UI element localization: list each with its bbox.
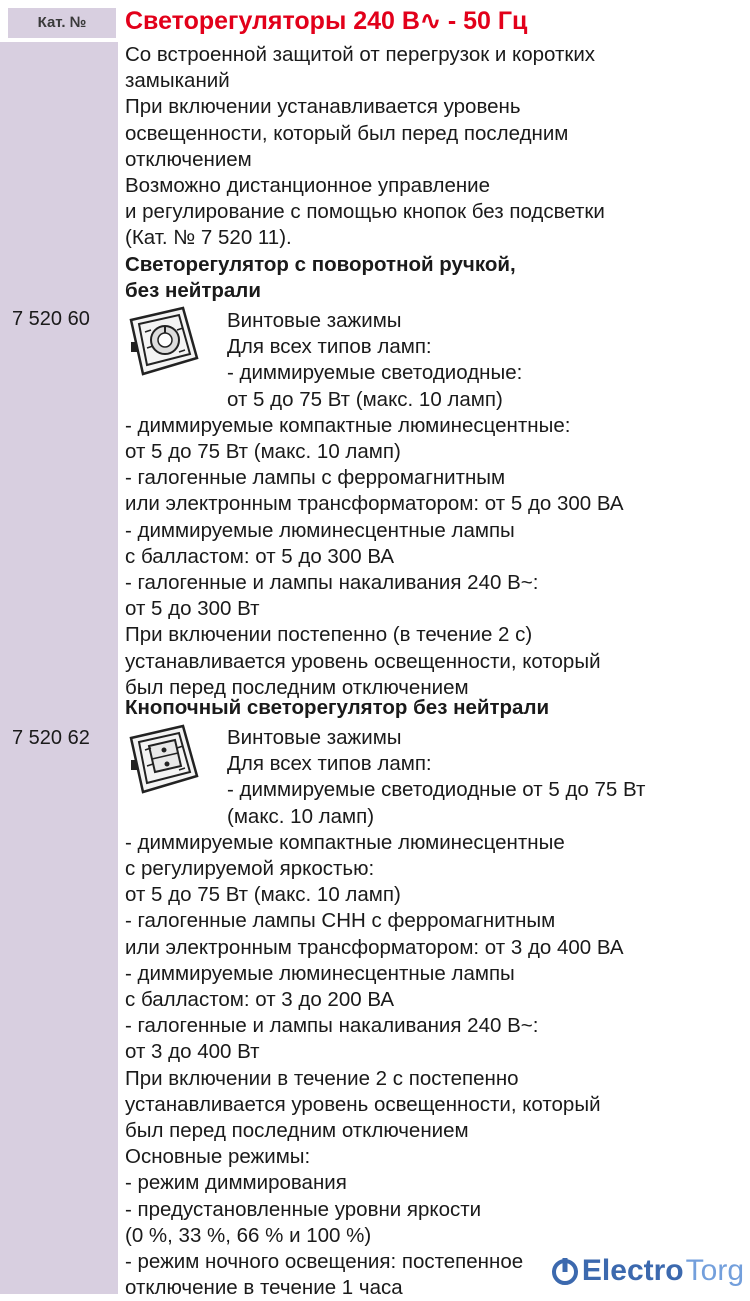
spec-line: Винтовые зажимы xyxy=(227,309,402,332)
product-heading-line: Кнопочный светорегулятор без нейтрали xyxy=(125,696,550,719)
catalog-number-column xyxy=(0,42,118,1294)
spec-line: от 5 до 75 Вт (макс. 10 ламп) xyxy=(125,883,401,907)
spec-line: - галогенные лампы СНН с ферромагнитным xyxy=(125,909,556,933)
intro-line: освещенности, который был перед последним xyxy=(125,121,569,145)
spec-line: - диммируемые компактные люминесцентные xyxy=(125,830,565,854)
spec-line: - режим диммирования xyxy=(125,1171,347,1195)
spec-line: - галогенные и лампы накаливания 240 В~: xyxy=(125,1014,539,1038)
power-logo-icon xyxy=(550,1256,580,1286)
spec-line: был перед последним отключением xyxy=(125,675,469,699)
intro-line: и регулирование с помощью кнопок без подсветки xyxy=(125,200,605,224)
spec-line: Для всех типов ламп: xyxy=(227,752,432,776)
spec-line: - предустановленные уровни яркости xyxy=(125,1197,482,1221)
spec-line: - диммируемые люминесцентные лампы xyxy=(125,961,515,985)
spec-line: или электронным трансформатором: от 3 до 400 ВА xyxy=(125,935,624,959)
spec-line: был перед последним отключением xyxy=(125,1119,469,1143)
intro-line: Со встроенной защитой от перегрузок и коротких xyxy=(125,43,596,66)
spec-line: или электронным трансформатором: от 5 до 300 ВА xyxy=(125,492,624,516)
spec-line: - галогенные и лампы накаливания 240 В~: xyxy=(125,571,539,595)
spec-line: - галогенные лампы с ферромагнитным xyxy=(125,466,506,490)
electrotorg-watermark xyxy=(550,1254,744,1288)
spec-line: от 3 до 400 Вт xyxy=(125,1040,260,1064)
spec-line: - диммируемые люминесцентные лампы xyxy=(125,518,515,542)
spec-line: При включении постепенно (в течение 2 с) xyxy=(125,623,533,647)
spec-line: устанавливается уровень освещенности, который xyxy=(125,649,601,673)
spec-line: от 5 до 75 Вт (макс. 10 ламп) xyxy=(227,387,503,411)
spec-line: - диммируемые компактные люминесцентные: xyxy=(125,413,571,437)
watermark-text-torg: Torg xyxy=(685,1254,744,1287)
spec-line: с балластом: от 3 до 200 ВА xyxy=(125,988,394,1012)
spec-line: с регулируемой яркостью: xyxy=(125,857,375,881)
product-specs xyxy=(125,308,745,701)
intro-line: При включении устанавливается уровень xyxy=(125,95,521,119)
spec-line: Основные режимы: xyxy=(125,1145,311,1169)
spec-line: (0 %, 33 %, 66 % и 100 %) xyxy=(125,1223,372,1247)
spec-line: - диммируемые светодиодные от 5 до 75 Вт xyxy=(227,778,646,802)
spec-line: отключение в течение 1 часа xyxy=(125,1276,403,1300)
intro-line: отключением xyxy=(125,147,252,171)
spec-line: устанавливается уровень освещенности, который xyxy=(125,1092,601,1116)
spec-line: с балластом: от 5 до 300 ВА xyxy=(125,544,394,568)
intro-line: (Кат. № 7 520 11). xyxy=(125,226,292,250)
spec-line: от 5 до 75 Вт (макс. 10 ламп) xyxy=(125,440,401,464)
intro-line: Возможно дистанционное управление xyxy=(125,174,491,198)
spec-line: Винтовые зажимы xyxy=(227,726,402,749)
spec-line: Для всех типов ламп: xyxy=(227,335,432,359)
catalog-number: 7 520 60 xyxy=(12,308,90,330)
product-specs xyxy=(125,725,745,1301)
intro-text xyxy=(125,42,745,252)
product-heading xyxy=(125,252,745,304)
page-title: Светорегуляторы 240 В∿ - 50 Гц xyxy=(125,7,528,35)
spec-line: - диммируемые светодиодные: xyxy=(227,361,523,385)
catalog-number: 7 520 62 xyxy=(12,727,90,749)
watermark-text-electro: Electro xyxy=(581,1254,684,1287)
spec-line: от 5 до 300 Вт xyxy=(125,597,260,621)
product-heading xyxy=(125,695,745,721)
product-heading-line: Светорегулятор с поворотной ручкой, xyxy=(125,253,516,276)
kat-header-label: Кат. № xyxy=(8,8,116,38)
intro-line: замыканий xyxy=(125,69,230,93)
spec-line: При включении в течение 2 с постепенно xyxy=(125,1066,519,1090)
spec-line: - режим ночного освещения: постепенное xyxy=(125,1250,524,1274)
product-heading-line: без нейтрали xyxy=(125,279,261,303)
spec-line: (макс. 10 ламп) xyxy=(227,804,375,828)
